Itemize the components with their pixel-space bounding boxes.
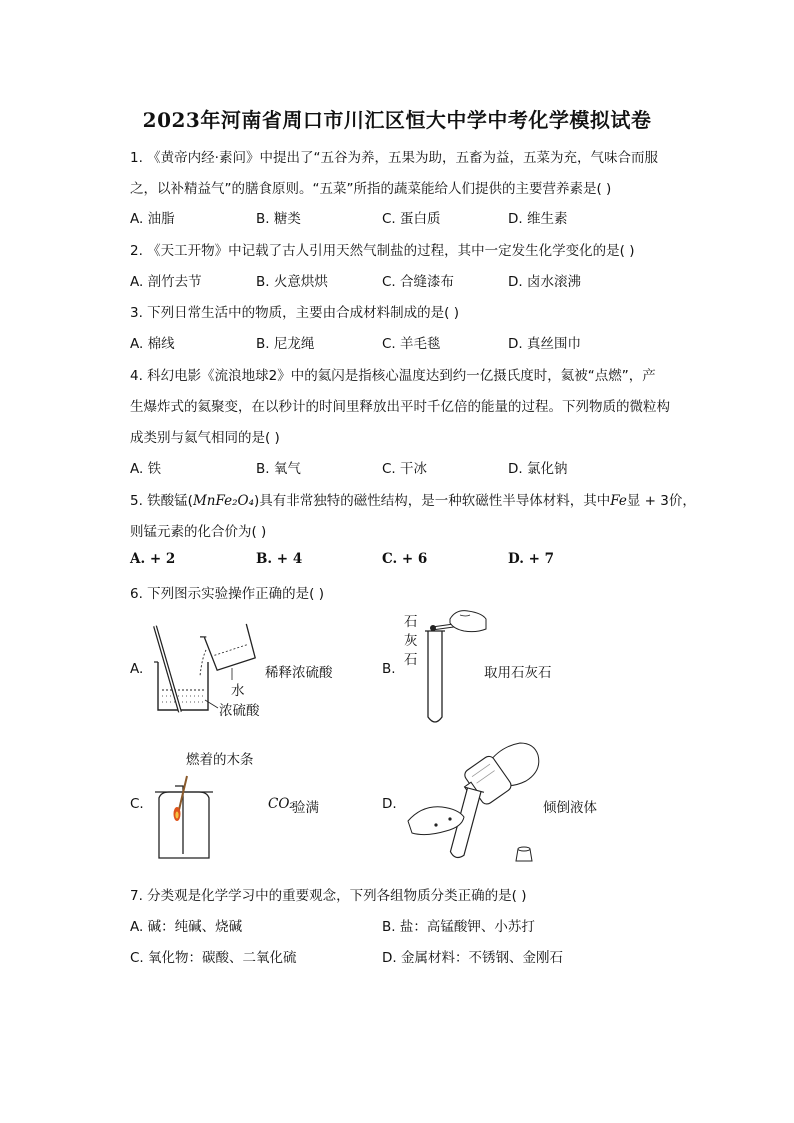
q2-option-a: A. 剖竹去节	[130, 274, 202, 290]
q1-option-b: B. 糖类	[256, 211, 301, 227]
pouring-liquid-figure	[402, 737, 552, 865]
question-2-line-1: 2. 《天工开物》中记载了古人引用天然气制盐的过程，其中一定发生化学变化的是( )	[130, 243, 635, 259]
q7-option-d: D. 金属材料：不锈钢、金刚石	[382, 950, 563, 966]
question-3-line-1: 3. 下列日常生活中的物质，主要由合成材料制成的是( )	[130, 305, 459, 321]
q5-suffix: 显 + 3价，	[626, 493, 696, 509]
question-1-line-1: 1. 《黄帝内经·素问》中提出了“五谷为养，五果为助，五畜为益，五菜为充，气味合而服	[130, 150, 658, 166]
q4-option-d: D. 氯化钠	[508, 461, 568, 477]
q5-formula: MnFe₂O₄	[192, 493, 254, 509]
q6-c-letter: C.	[130, 796, 144, 812]
co2-bottle-figure	[145, 770, 220, 862]
question-4-line-3: 成类别与氦气相同的是( )	[130, 430, 280, 446]
q6-a-water-label: 水	[231, 683, 245, 699]
q5-option-a: A. + 2	[130, 551, 176, 567]
q6-b-letter: B.	[382, 661, 396, 677]
question-5-line-2: 则锰元素的化合价为( )	[130, 524, 267, 540]
q6-a-acid-label: 浓硫酸	[219, 703, 260, 719]
q7-option-c: C. 氧化物：碳酸、二氧化硫	[130, 950, 297, 966]
question-7-line-1: 7. 分类观是化学学习中的重要观念，下列各组物质分类正确的是( )	[130, 888, 527, 904]
q5-option-c: C. + 6	[382, 551, 428, 567]
q3-option-d: D. 真丝围巾	[508, 336, 581, 352]
question-4-line-2: 生爆炸式的氦聚变，在以秒计的时间里释放出平时千亿倍的能量的过程。下列物质的微粒构	[130, 399, 670, 415]
limestone-test-tube-figure	[420, 605, 490, 730]
question-1-line-2: 之，以补精益气”的膳食原则。“五菜”所指的蔬菜能给人们提供的主要营养素是( )	[130, 181, 612, 197]
q3-option-b: B. 尼龙绳	[256, 336, 315, 352]
q3-option-c: C. 羊毛毯	[382, 336, 441, 352]
q1-option-c: C. 蛋白质	[382, 211, 441, 227]
q1-option-d: D. 维生素	[508, 211, 568, 227]
q2-option-b: B. 火意烘烘	[256, 274, 328, 290]
q7-option-a: A. 碱：纯碱、烧碱	[130, 919, 243, 935]
q5-option-b: B. + 4	[256, 551, 303, 567]
q6-c-top-label: 燃着的木条	[186, 752, 254, 768]
q6-d-caption: 倾倒液体	[543, 800, 597, 816]
q7-option-b: B. 盐：高锰酸钾、小苏打	[382, 919, 535, 935]
q2-option-d: D. 卤水滚沸	[508, 274, 581, 290]
question-5-line-1	[130, 489, 696, 509]
q6-d-letter: D.	[382, 796, 397, 812]
q4-option-a: A. 铁	[130, 461, 162, 477]
question-6-line-1: 6. 下列图示实验操作正确的是( )	[130, 586, 324, 602]
q5-fe: Fe	[610, 493, 627, 509]
q6-c-caption: 验满	[292, 800, 319, 816]
q6-a-caption: 稀释浓硫酸	[265, 665, 333, 681]
q4-option-b: B. 氧气	[256, 461, 301, 477]
q6-c-co2: CO₂	[268, 796, 295, 812]
question-4-line-1: 4. 科幻电影《流浪地球2》中的氦闪是指核心温度达到约一亿摄氏度时，氦被“点燃”，产	[130, 368, 656, 384]
q6-b-caption: 取用石灰石	[484, 665, 552, 681]
q6-b-stone-2: 灰	[404, 633, 418, 649]
q5-option-d: D. + 7	[508, 551, 555, 567]
q6-b-stone-1: 石	[404, 614, 418, 630]
q2-option-c: C. 合缝漆布	[382, 274, 455, 290]
q1-option-a: A. 油脂	[130, 211, 175, 227]
q6-b-stone-3: 石	[404, 652, 418, 668]
q6-a-letter: A.	[130, 661, 144, 677]
q5-prefix: 5. 铁酸锰(	[130, 493, 193, 509]
exam-title: 2023年河南省周口市川汇区恒大中学中考化学模拟试卷	[142, 108, 652, 132]
q5-mid: )具有非常独特的磁性结构，是一种软磁性半导体材料，其中	[253, 493, 611, 509]
q4-option-c: C. 干冰	[382, 461, 428, 477]
q3-option-a: A. 棉线	[130, 336, 175, 352]
